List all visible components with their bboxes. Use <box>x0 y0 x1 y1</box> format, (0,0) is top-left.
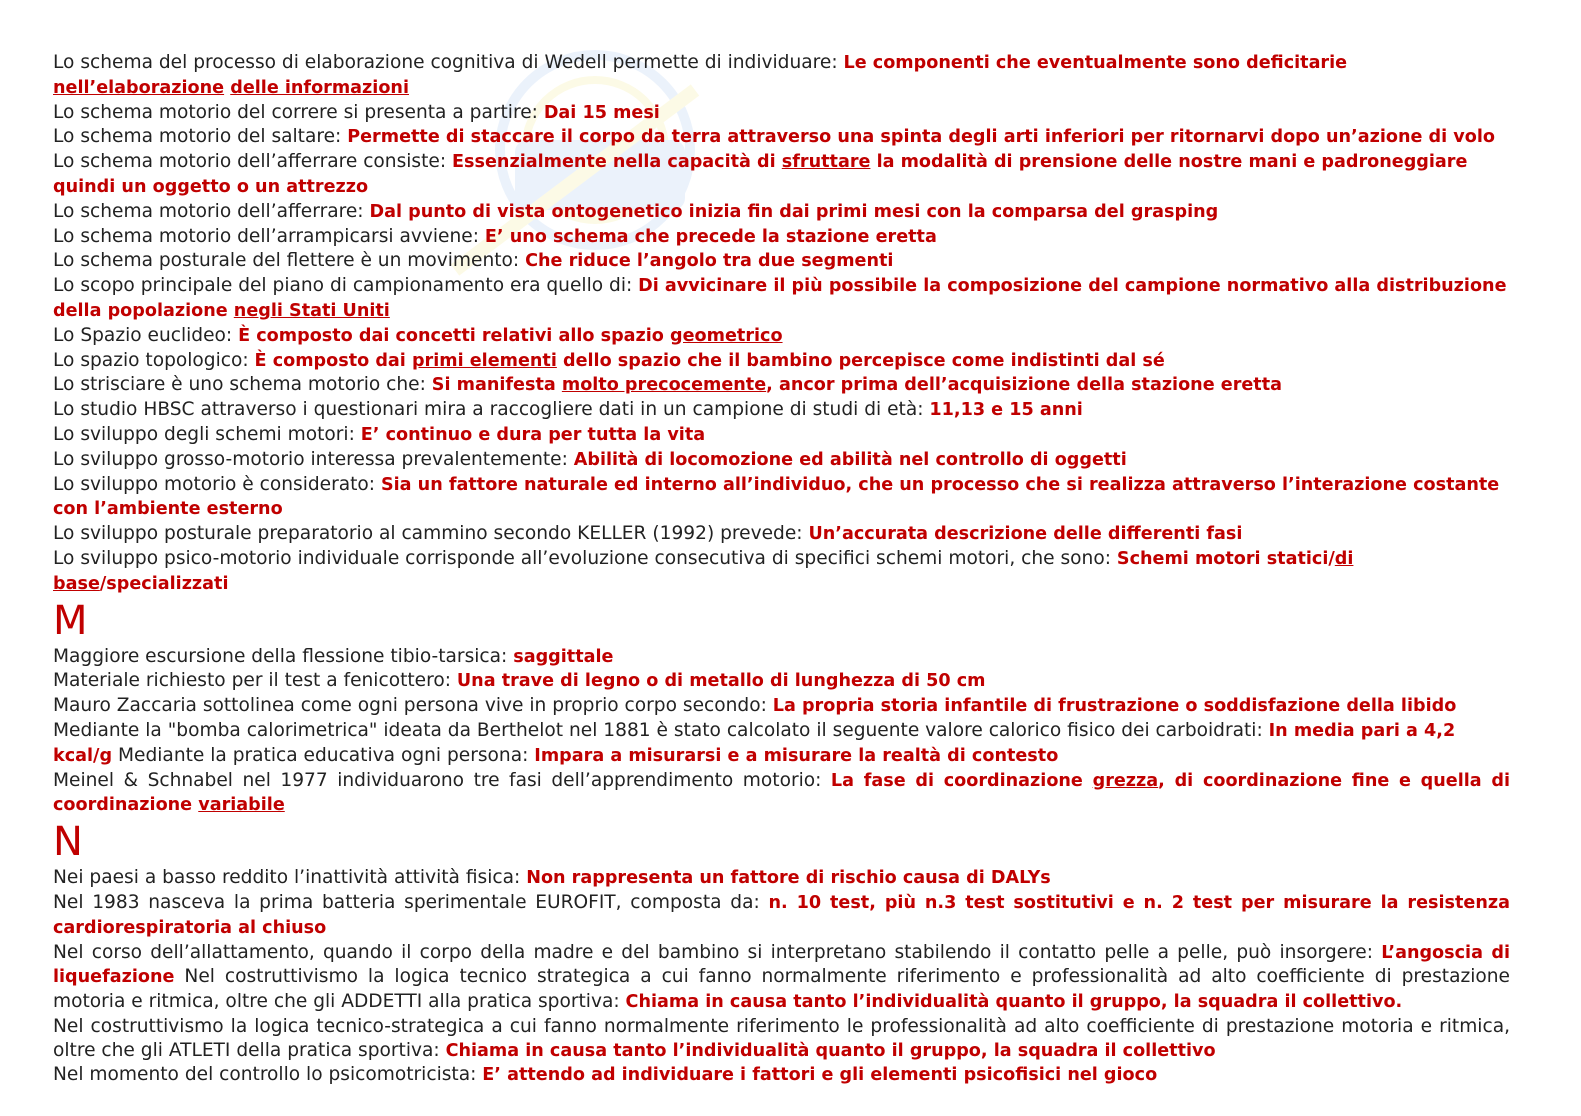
qa-line: Lo sviluppo posturale preparatorio al cammino secondo KELLER (1992) prevede: Un’accurata descrizione delle differenti fasi <box>53 523 1243 545</box>
qa-line: Nel costruttivismo la logica tecnico-strategica a cui fanno normalmente riferimento le professionalità ad alto coefficiente di prestazione motoria e ritmica, oltre che gli ATLETI della pratica sportiva: Chiama in causa tanto l’individualità quanto il gruppo, la squadra il collettivo <box>53 1015 1510 1061</box>
qa-line: Lo schema motorio dell’afferrare: Dal punto di vista ontogenetico inizia fin dai primi mesi con la comparsa del grasping <box>53 200 1219 222</box>
qa-line: Materiale richiesto per il test a fenicottero: Una trave di legno o di metallo di lunghezza di 50 cm <box>53 670 986 692</box>
qa-line: Maggiore escursione della flessione tibio-tarsica: saggittale <box>53 645 614 667</box>
qa-line: Meinel & Schnabel nel 1977 individuarono tre fasi dell’apprendimento motorio: La fase di coordinazione grezza, di coordinazione fine e quella di coordinazione variabile <box>53 769 1511 816</box>
qa-line: Lo strisciare è uno schema motorio che: Si manifesta molto precocemente, ancor prima dell’acquisizione della stazione eretta <box>53 374 1282 396</box>
qa-line: Lo sviluppo psico-motorio individuale corrisponde all’evoluzione consecutiva di specifici schemi motori, che sono: Schemi motori statici/di base/specializzati <box>53 547 1354 594</box>
document-body <box>53 51 1510 1088</box>
qa-line: Nel momento del controllo lo psicomotricista: E’ attendo ad individuare i fattori e gli elementi psicofisici nel gioco <box>53 1064 1158 1086</box>
qa-line: Lo sviluppo motorio è considerato: Sia un fattore naturale ed interno all’individuo, che un processo che si realizza attraverso l’interazione costante con l’ambiente esterno <box>53 473 1500 520</box>
qa-line: Lo schema motorio dell’afferrare consiste: Essenzialmente nella capacità di sfruttare la modalità di prensione delle nostre mani e padroneggiare quindi un oggetto o un attrezzo <box>53 151 1468 197</box>
qa-line: Lo scopo principale del piano di campionamento era quello di: Di avvicinare il più possibile la composizione del campione normativo alla distribuzione della popolazione negli Stati Uniti <box>53 275 1507 321</box>
qa-line: Lo Spazio euclideo: È composto dai concetti relativi allo spazio geometrico <box>53 324 783 346</box>
qa-line: Mauro Zaccaria sottolinea come ogni persona vive in proprio corpo secondo: La propria storia infantile di frustrazione o soddisfazione della libido Mediante la "bomba calorimetrica" ideata da Berthelot nel 1881 è stato calcolato il seguente valore calorico fisico dei carboidrati: In media pari a 4,2 kcal/g Mediante la pratica educativa ogni persona: Impara a misurarsi e a misurare la realtà di contesto <box>53 695 1457 766</box>
qa-line: Lo sviluppo grosso-motorio interessa prevalentemente: Abilità di locomozione ed abilità nel controllo di oggetti <box>53 448 1127 470</box>
section-letter-n: N <box>53 819 83 866</box>
qa-line: Lo schema del processo di elaborazione cognitiva di Wedell permette di individuare: Le componenti che eventualmente sono deficitarie nell’elaborazione delle informazioni <box>53 52 1348 98</box>
qa-line: Nei paesi a basso reddito l’inattività attività fisica: Non rappresenta un fattore di rischio causa di DALYs <box>53 867 1051 889</box>
qa-line: Lo schema motorio del correre si presenta a partire: Dai 15 mesi <box>53 101 660 123</box>
qa-line: Lo schema posturale del flettere è un movimento: Che riduce l’angolo tra due segmenti <box>53 250 894 272</box>
qa-line: Lo sviluppo degli schemi motori: E’ continuo e dura per tutta la vita <box>53 423 706 445</box>
section-letter-m: M <box>53 597 88 644</box>
qa-line: Lo schema motorio dell’arrampicarsi avviene: E’ uno schema che precede la stazione eretta <box>53 225 937 247</box>
qa-line: Lo studio HBSC attraverso i questionari mira a raccogliere dati in un campione di studi di età: 11,13 e 15 anni <box>53 399 1083 421</box>
qa-line: Lo spazio topologico: È composto dai primi elementi dello spazio che il bambino percepisce come indistinti dal sé <box>53 349 1165 371</box>
qa-line: Nel corso dell’allattamento, quando il corpo della madre e del bambino si interpretano stabilendo il contatto pelle a pelle, può insorgere: L’angoscia di liquefazione Nel costruttivismo la logica tecnico strategica a cui fanno normalmente riferimento e professionalità ad alto coefficiente di prestazione motoria e ritmica, oltre che gli ADDETTI alla pratica sportiva: Chiama in causa tanto l’individualità quanto il gruppo, la squadra il collettivo. <box>53 941 1510 1013</box>
qa-line: Lo schema motorio del saltare: Permette di staccare il corpo da terra attraverso una spinta degli arti inferiori per ritornarvi dopo un’azione di volo <box>53 126 1495 148</box>
qa-line: Nel 1983 nasceva la prima batteria sperimentale EUROFIT, composta da: n. 10 test, più n.3 test sostitutivi e n. 2 test per misurare la resistenza cardiorespiratoria al chiuso <box>53 891 1510 938</box>
